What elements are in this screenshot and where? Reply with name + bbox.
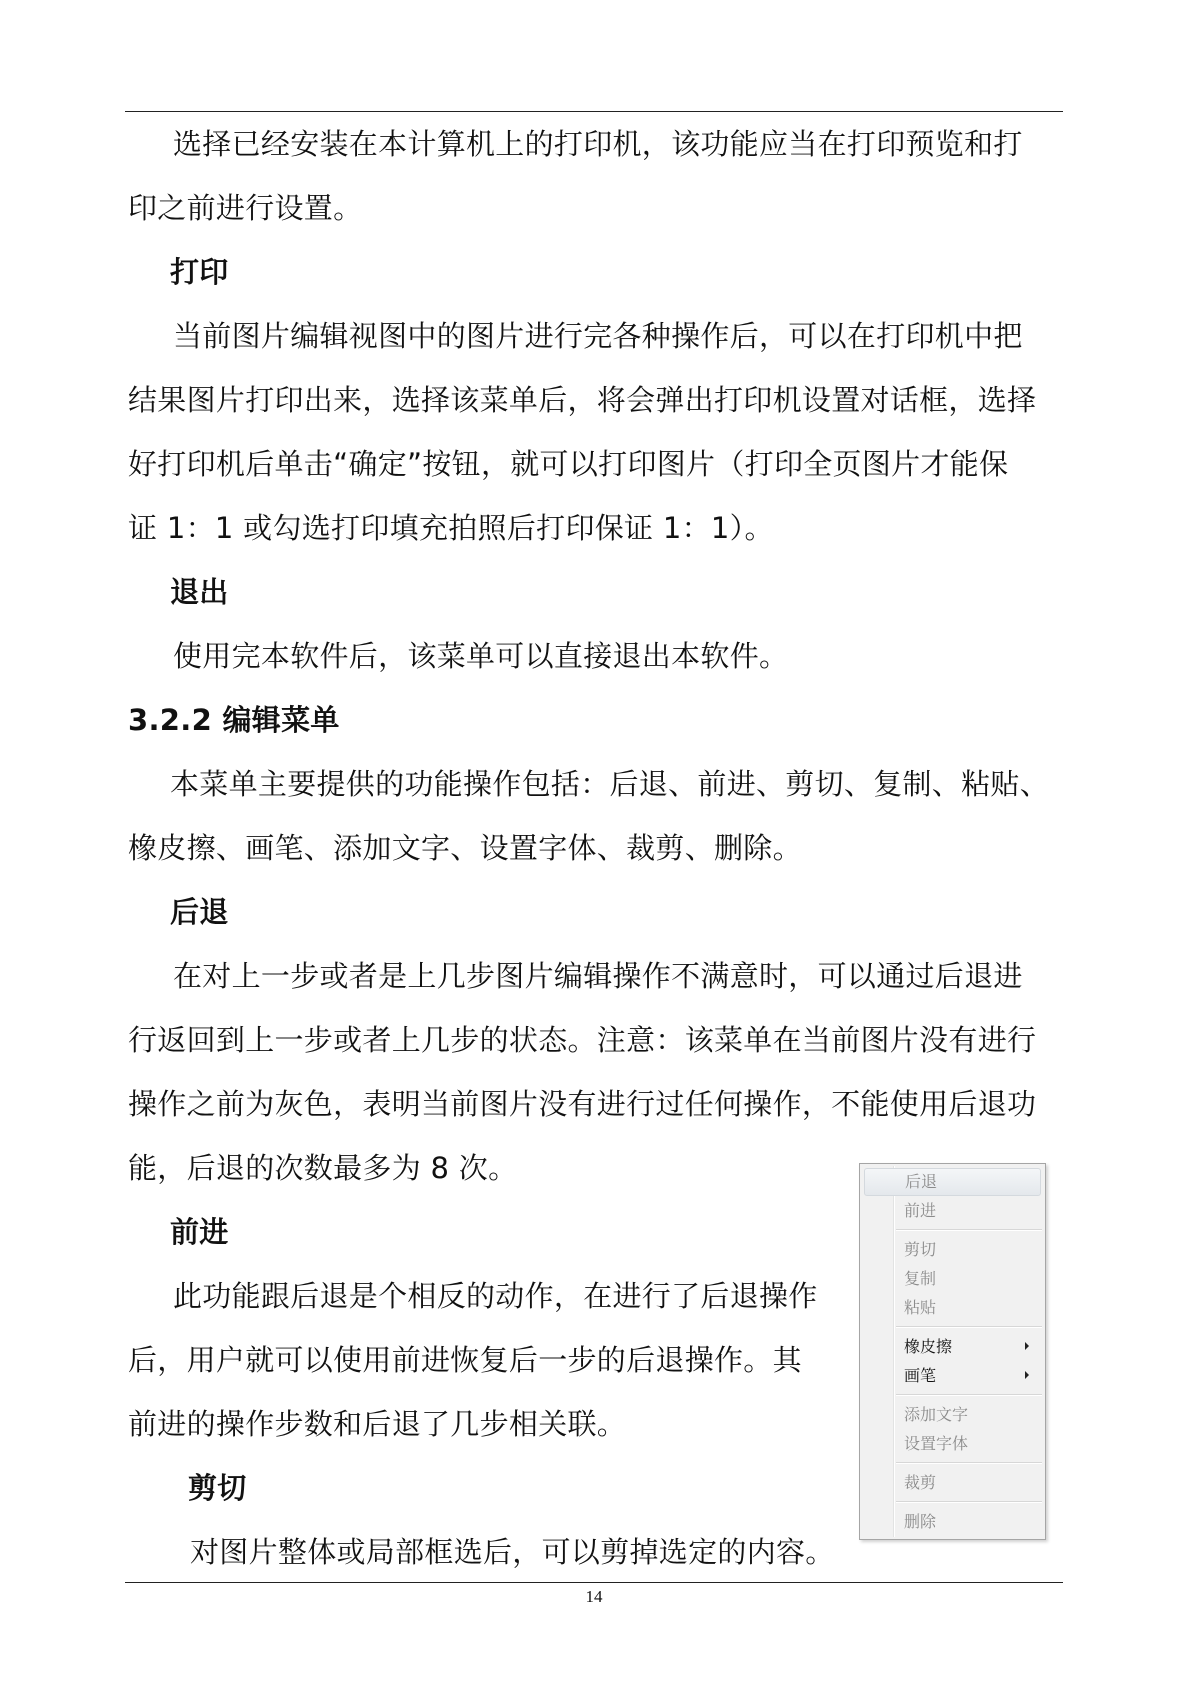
section-heading-exit: 退出 — [170, 575, 229, 609]
paragraph-line: 后，用户就可以使用前进恢复后一步的后退操作。其 — [128, 1343, 802, 1377]
section-heading-print: 打印 — [170, 255, 229, 289]
paragraph-line: 使用完本软件后，该菜单可以直接退出本软件。 — [173, 639, 789, 673]
paragraph-line: 此功能跟后退是个相反的动作，在进行了后退操作 — [173, 1279, 818, 1313]
paragraph-line: 橡皮擦、画笔、添加文字、设置字体、裁剪、删除。 — [128, 831, 802, 865]
paragraph-line: 行返回到上一步或者上几步的状态。注意：该菜单在当前图片没有进行 — [128, 1023, 1037, 1057]
section-heading-forward: 前进 — [170, 1215, 229, 1249]
menu-item-label: 删除 — [904, 1512, 937, 1531]
menu-item-label: 复制 — [904, 1269, 937, 1288]
paragraph-line: 印之前进行设置。 — [128, 191, 363, 225]
edit-context-menu — [859, 1163, 1046, 1540]
paragraph-line: 对图片整体或局部框选后，可以剪掉选定的内容。 — [190, 1535, 835, 1569]
paragraph-line: 结果图片打印出来，选择该菜单后，将会弹出打印机设置对话框，选择 — [128, 383, 1037, 417]
paragraph-line: 本菜单主要提供的功能操作包括：后退、前进、剪切、复制、粘贴、 — [170, 767, 1050, 801]
menu-item-cut[interactable] — [864, 1236, 1041, 1264]
paragraph-line: 当前图片编辑视图中的图片进行完各种操作后，可以在打印机中把 — [173, 319, 1023, 353]
menu-item-copy[interactable] — [864, 1265, 1041, 1293]
menu-item-label: 画笔 — [904, 1366, 937, 1385]
menu-item-add-text[interactable] — [864, 1401, 1041, 1429]
submenu-arrow-icon — [1025, 1342, 1029, 1350]
paragraph-line: 在对上一步或者是上几步图片编辑操作不满意时，可以通过后退进 — [173, 959, 1023, 993]
menu-item-set-font[interactable] — [864, 1430, 1041, 1458]
menu-item-label: 前进 — [904, 1201, 937, 1220]
page-number: 14 — [585, 1587, 603, 1606]
menu-item-crop[interactable] — [864, 1469, 1041, 1497]
menu-item-paste[interactable] — [864, 1294, 1041, 1322]
menu-item-back[interactable] — [864, 1168, 1041, 1196]
section-heading-edit-menu: 3.2.2 编辑菜单 — [128, 703, 340, 737]
menu-item-eraser[interactable] — [864, 1333, 1041, 1361]
menu-item-brush[interactable] — [864, 1362, 1041, 1390]
menu-item-label: 设置字体 — [904, 1434, 969, 1453]
menu-item-label: 粘贴 — [904, 1298, 937, 1317]
paragraph-line: 好打印机后单击“确定”按钮，就可以打印图片（打印全页图片才能保 — [128, 447, 1009, 481]
menu-item-label: 剪切 — [904, 1240, 937, 1259]
paragraph-line: 操作之前为灰色，表明当前图片没有进行过任何操作，不能使用后退功 — [128, 1087, 1037, 1121]
menu-separator — [896, 1462, 1042, 1464]
menu-separator — [896, 1394, 1042, 1396]
menu-item-label: 裁剪 — [904, 1473, 937, 1492]
menu-item-delete[interactable] — [864, 1508, 1041, 1536]
menu-item-forward[interactable] — [864, 1197, 1041, 1225]
paragraph-line: 证 1：1 或勾选打印填充拍照后打印保证 1：1）。 — [128, 511, 774, 545]
section-heading-cut: 剪切 — [188, 1471, 247, 1505]
header-rule — [125, 111, 1063, 112]
paragraph-line: 前进的操作步数和后退了几步相关联。 — [128, 1407, 627, 1441]
menu-separator — [896, 1501, 1042, 1503]
menu-separator — [896, 1229, 1042, 1231]
paragraph-line: 选择已经安装在本计算机上的打印机，该功能应当在打印预览和打 — [173, 127, 1023, 161]
footer-rule — [125, 1582, 1063, 1583]
menu-item-label: 添加文字 — [904, 1405, 969, 1424]
submenu-arrow-icon — [1025, 1371, 1029, 1379]
paragraph-line: 能，后退的次数最多为 8 次。 — [128, 1151, 518, 1185]
menu-separator — [896, 1326, 1042, 1328]
menu-item-label: 橡皮擦 — [904, 1337, 953, 1356]
menu-item-label: 后退 — [905, 1172, 938, 1191]
section-heading-back: 后退 — [170, 895, 229, 929]
